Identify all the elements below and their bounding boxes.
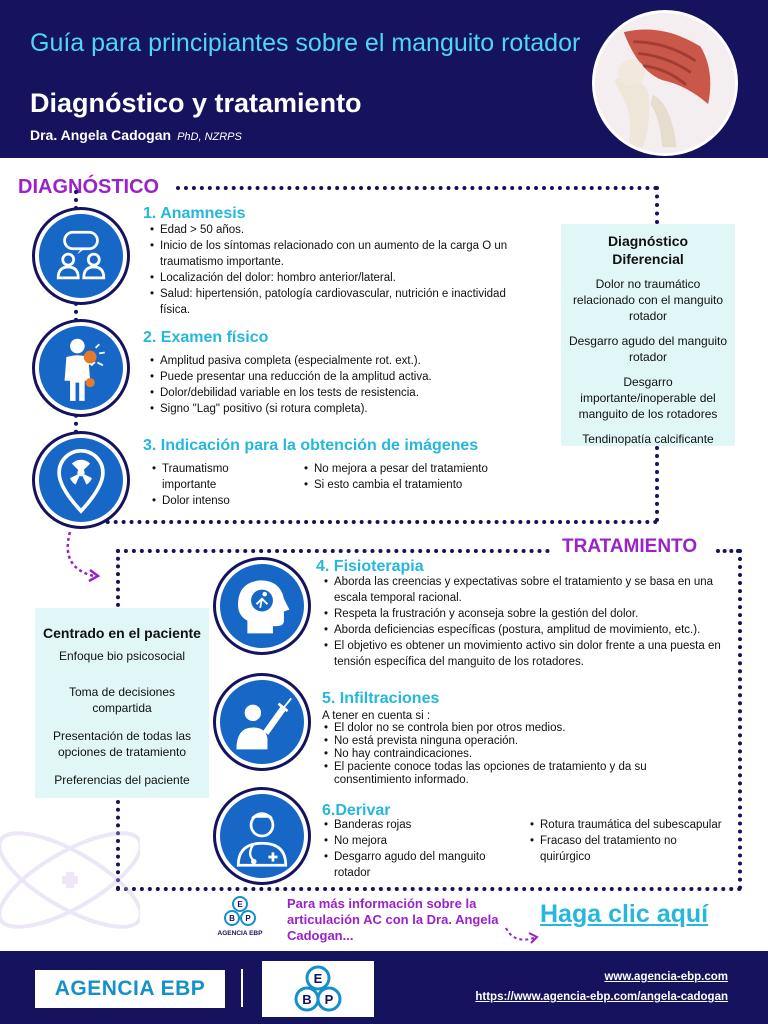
diferencial-title: Diagnóstico Diferencial bbox=[607, 233, 689, 267]
tratamiento-heading: TRATAMIENTO bbox=[562, 536, 698, 557]
list-item: • No mejora bbox=[322, 833, 508, 849]
fisioterapia-circle bbox=[216, 560, 308, 652]
anamnesis-list bbox=[148, 222, 538, 318]
imagenes-title: 3. Indicación para la obtención de imágenes bbox=[143, 437, 479, 454]
list-item: • El dolor no se controla bien por otros medios. bbox=[322, 722, 722, 735]
logo-letter-b: B bbox=[302, 992, 312, 1007]
fisioterapia-list bbox=[322, 574, 730, 670]
infiltraciones-note: A tener en cuenta si : bbox=[322, 710, 431, 722]
list-item: • Edad > 50 años. bbox=[148, 222, 538, 238]
anamnesis-circle bbox=[35, 210, 127, 302]
radiation-pin-icon bbox=[39, 438, 123, 522]
header-title: Diagnóstico y tratamiento bbox=[30, 88, 362, 118]
list-item: • Banderas rojas bbox=[322, 817, 508, 833]
diferencial-item: Tendinopatía calcificante bbox=[582, 432, 714, 446]
injection-icon bbox=[220, 680, 304, 764]
ebp-mini-logo bbox=[212, 896, 268, 930]
author-name: Dra. Angela Cadogan bbox=[30, 127, 172, 143]
centrado-item: Preferencias del paciente bbox=[54, 773, 190, 787]
derivar-list-left bbox=[322, 817, 508, 881]
dotted-line bbox=[716, 549, 740, 553]
centrado-item: Toma de decisiones compartida bbox=[68, 685, 176, 715]
derivar-title: 6.Derivar bbox=[322, 802, 391, 819]
list-item: • Aborda las creencias y expectativas sobre el tratamiento y se basa en una escala temporal racional. bbox=[322, 574, 730, 606]
diferencial-item: Dolor no traumático relacionado con el manguito rotador bbox=[572, 277, 724, 323]
derivar-circle bbox=[216, 790, 308, 882]
dotted-line bbox=[116, 549, 120, 607]
list-item: • Localización del dolor: hombro anterior/lateral. bbox=[148, 270, 538, 286]
diagnostico-heading: DIAGNÓSTICO bbox=[18, 176, 160, 198]
centrado-title: Centrado en el paciente bbox=[43, 625, 201, 641]
list-item: • Inicio de los síntomas relacionado con un aumento de la carga O un traumatismo importante. bbox=[148, 238, 538, 270]
list-item: • Amplitud pasiva completa (especialmente rot. ext.). bbox=[148, 353, 538, 369]
centrado-item: Enfoque bio psicosocial bbox=[58, 649, 186, 663]
diagnostico-diferencial-box bbox=[561, 224, 735, 446]
dotted-line bbox=[176, 186, 658, 190]
footer-brand-logo[interactable]: AGENCIA EBP bbox=[35, 970, 225, 1008]
header bbox=[0, 0, 768, 158]
header-subtitle: Guía para principiantes sobre el manguito rotador bbox=[30, 29, 581, 57]
arrow-right-icon bbox=[504, 920, 542, 946]
shoulder-anatomy-icon bbox=[595, 13, 735, 153]
list-item: • Salud: hipertensión, patología cardiovascular, nutrición e inactividad física. bbox=[148, 286, 538, 318]
author-credentials: PhD, NZRPS bbox=[177, 131, 242, 143]
imagenes-circle bbox=[35, 434, 127, 526]
examen-circle bbox=[35, 322, 127, 414]
shoulder-anatomy-image bbox=[592, 10, 738, 156]
list-item: • Puede presentar una reducción de la amplitud activa. bbox=[148, 369, 538, 385]
imagenes-list-left bbox=[150, 461, 280, 509]
curved-arrow-icon bbox=[60, 528, 104, 586]
logo-letter-e: E bbox=[313, 971, 323, 986]
shoulder-pain-icon bbox=[39, 326, 123, 410]
doctor-icon bbox=[220, 794, 304, 878]
ebp-logo-icon bbox=[262, 961, 374, 1017]
footer-link-cadogan[interactable]: https://www.agencia-ebp.com/angela-cadogan bbox=[475, 991, 728, 1003]
imagenes-list-right bbox=[302, 461, 542, 493]
centrado-paciente-box bbox=[35, 608, 209, 798]
list-item: • Dolor/debilidad variable en los tests de resistencia. bbox=[148, 385, 538, 401]
atom-decoration-icon bbox=[0, 790, 140, 950]
list-item: • El paciente conoce todas las opciones de tratamiento y da su consentimiento informado. bbox=[322, 761, 722, 787]
footer-link-home[interactable]: www.agencia-ebp.com bbox=[604, 971, 728, 983]
list-item: • Desgarro agudo del manguito rotador bbox=[322, 849, 508, 881]
logo-letter-p: P bbox=[324, 992, 334, 1007]
anamnesis-title: 1. Anamnesis bbox=[143, 205, 246, 222]
fisioterapia-title: 4. Fisioterapia bbox=[316, 558, 424, 575]
list-item: • No mejora a pesar del tratamiento bbox=[302, 461, 542, 477]
infiltraciones-list bbox=[322, 722, 722, 787]
mini-logo-letter-b: B bbox=[229, 914, 235, 923]
dotted-line bbox=[116, 887, 742, 891]
haga-clic-aqui-link[interactable]: Haga clic aquí bbox=[540, 900, 709, 928]
list-item: • Fracaso del tratamiento no quirúrgico bbox=[528, 833, 728, 865]
list-item: • Aborda deficiencias específicas (postura, amplitud de movimiento, etc.). bbox=[322, 622, 730, 638]
list-item: • No hay contraindicaciones. bbox=[322, 748, 722, 761]
more-info-text: Para más información sobre la articulación AC con la Dra. Angela Cadogan... bbox=[287, 896, 499, 943]
list-item: • El objetivo es obtener un movimiento activo sin dolor frente a una puesta en tensión específica del manguito de los rotadores. bbox=[322, 638, 730, 670]
examen-title: 2. Examen físico bbox=[143, 329, 269, 346]
list-item: • No está prevista ninguna operación. bbox=[322, 735, 722, 748]
infiltraciones-circle bbox=[216, 676, 308, 768]
list-item: • Si esto cambia el tratamiento bbox=[302, 477, 542, 493]
header-author bbox=[30, 127, 242, 143]
footer-separator bbox=[241, 969, 243, 1007]
footer-ebp-logo[interactable] bbox=[262, 961, 374, 1017]
examen-list bbox=[148, 353, 538, 417]
dotted-line bbox=[74, 520, 658, 524]
diferencial-item: Desgarro agudo del manguito rotador bbox=[568, 334, 728, 364]
mini-brand-label: AGENCIA EBP bbox=[217, 930, 263, 937]
conversation-icon bbox=[39, 214, 123, 298]
infiltraciones-title: 5. Infiltraciones bbox=[322, 690, 440, 707]
list-item: • Respeta la frustración y aconseja sobre la gestión del dolor. bbox=[322, 606, 730, 622]
centrado-item: Presentación de todas las opciones de tratamiento bbox=[52, 729, 192, 759]
dotted-line bbox=[655, 446, 659, 522]
footer bbox=[0, 951, 768, 1024]
head-brain-icon bbox=[220, 564, 304, 648]
list-item: • Signo "Lag" positivo (si rotura completa). bbox=[148, 401, 538, 417]
list-item: • Traumatismo importante bbox=[150, 461, 280, 493]
diferencial-item: Desgarro importante/inoperable del manguito de los rotadores bbox=[578, 375, 718, 421]
dotted-line bbox=[738, 549, 742, 890]
mini-logo-letter-p: P bbox=[245, 914, 251, 923]
list-item: • Dolor intenso bbox=[150, 493, 280, 509]
derivar-list-right bbox=[528, 817, 728, 865]
dotted-line bbox=[655, 186, 659, 224]
mini-logo-letter-e: E bbox=[237, 900, 243, 909]
dotted-line bbox=[116, 549, 550, 553]
list-item: • Rotura traumática del subescapular bbox=[528, 817, 728, 833]
